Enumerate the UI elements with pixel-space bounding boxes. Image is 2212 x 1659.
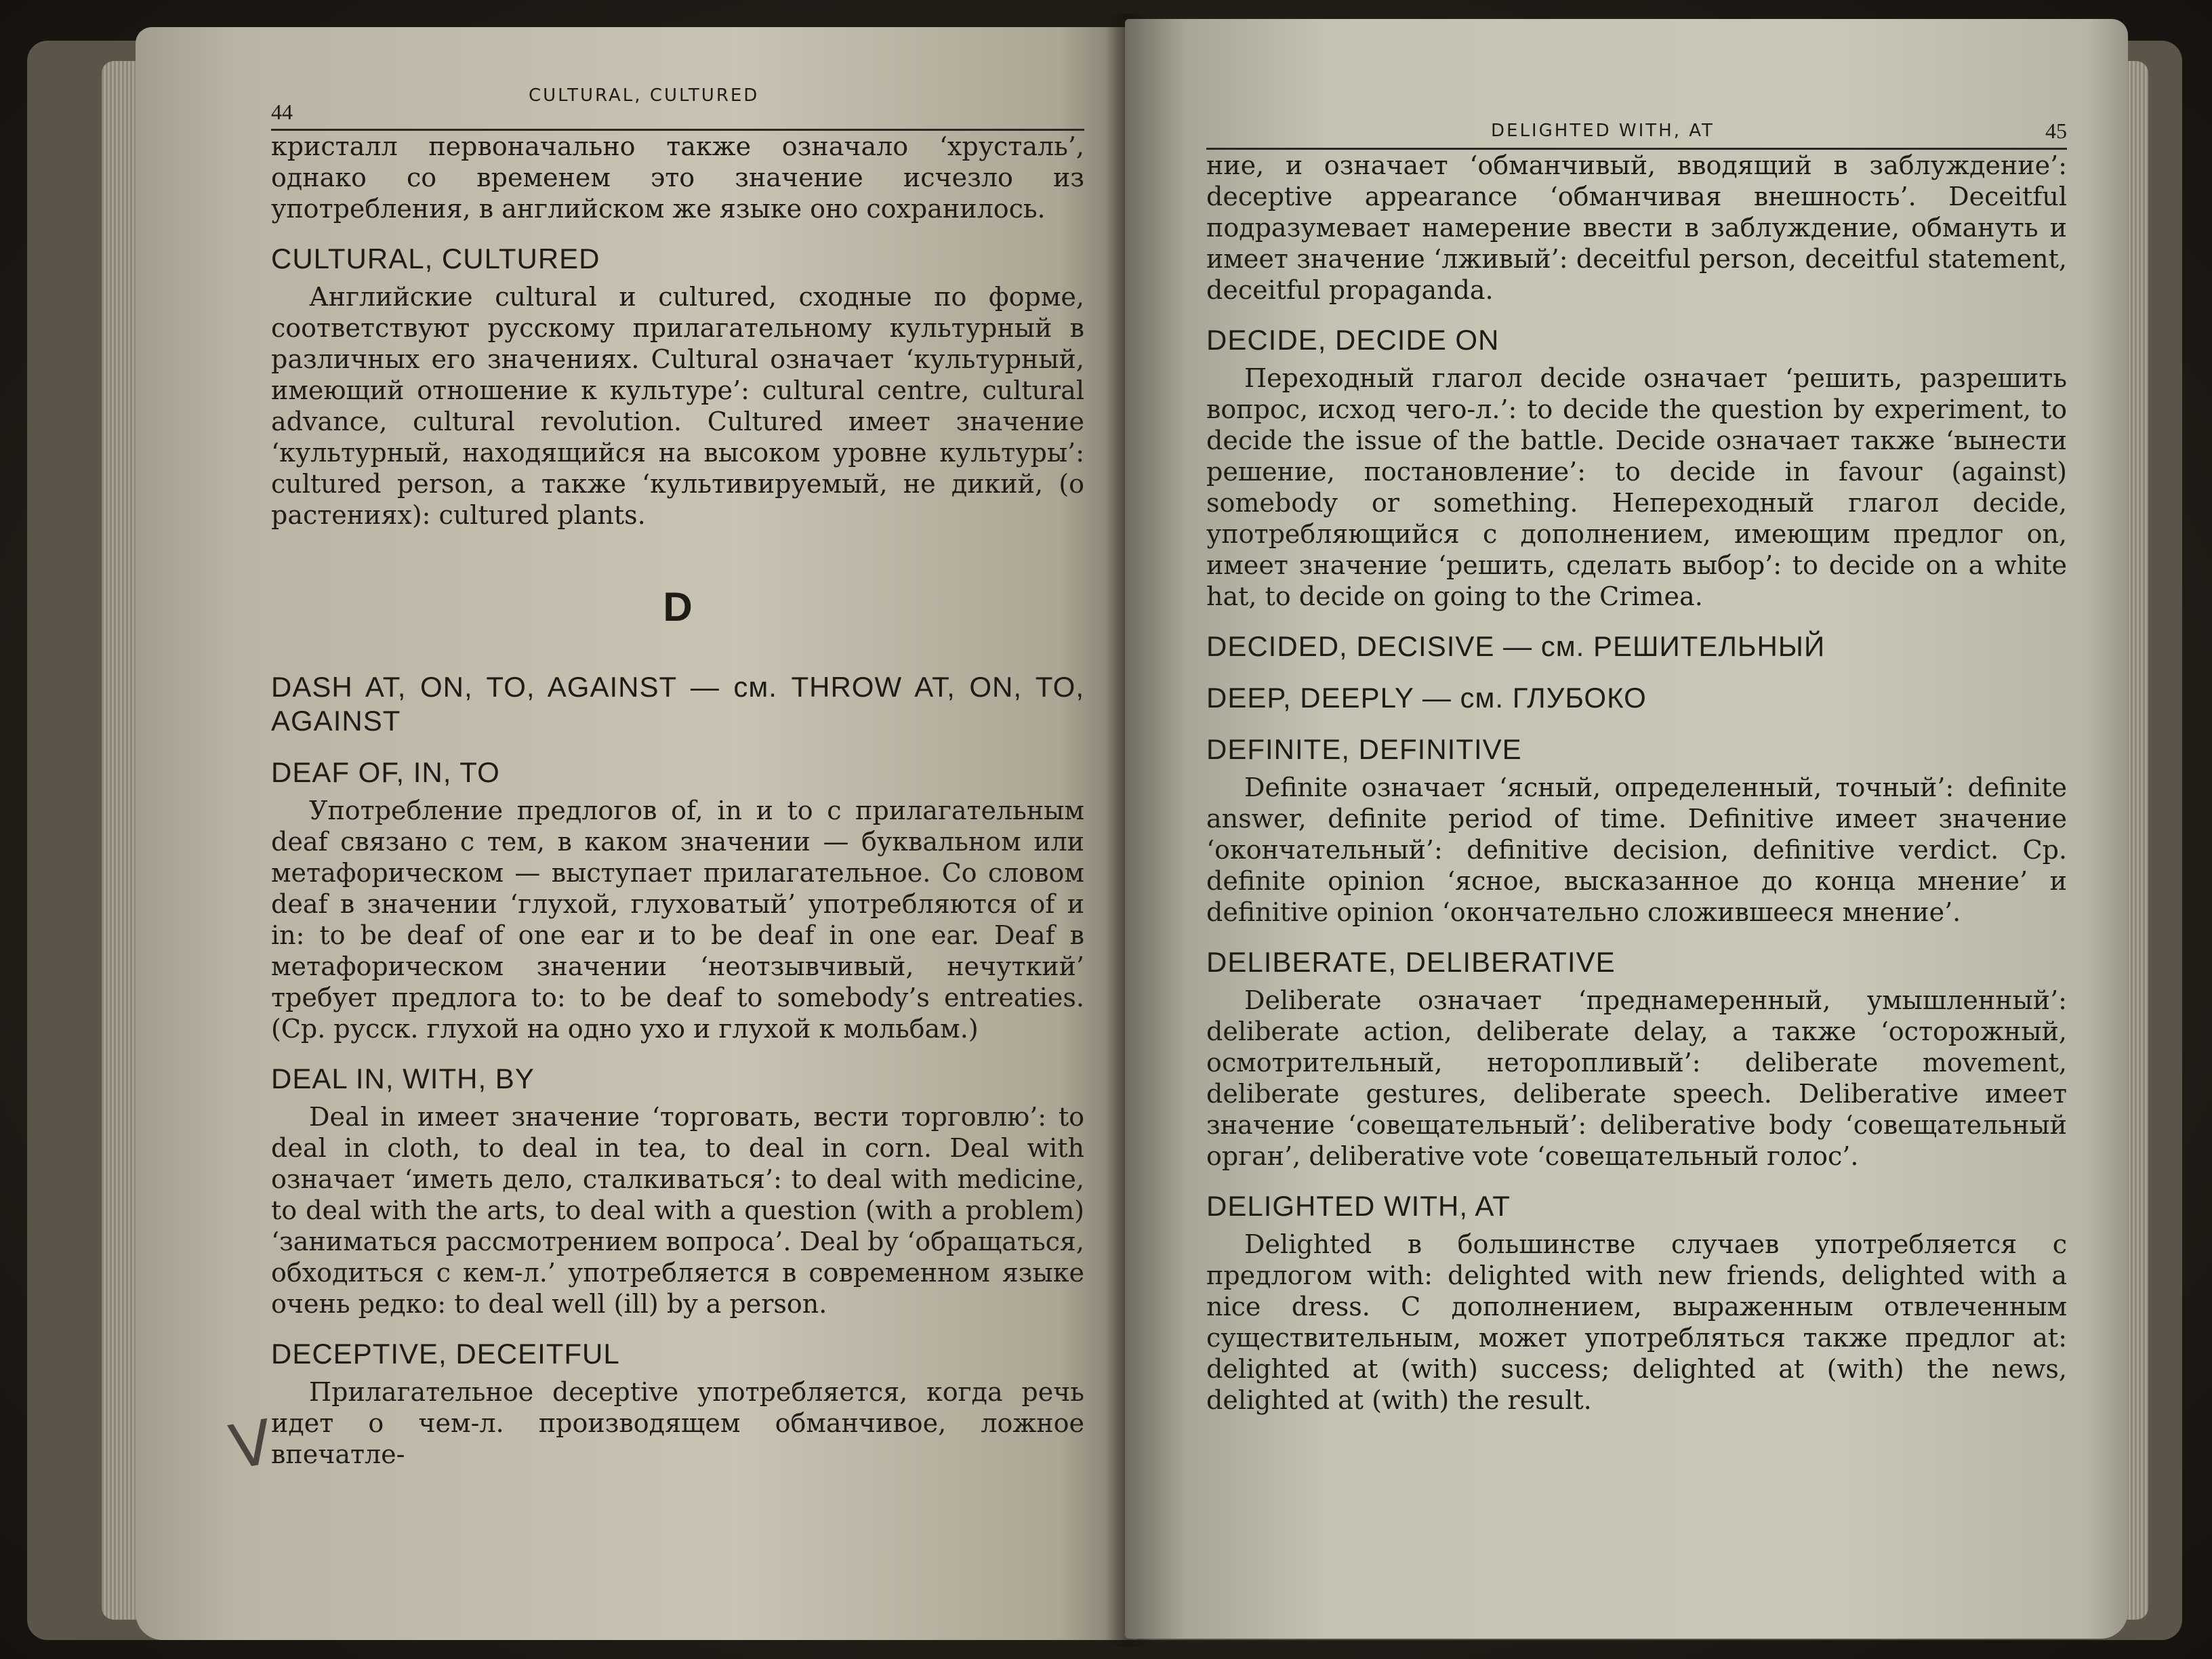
- entry-text: Definite означает ‘ясный, определенный, точный’: definite answer, definite period of time. Definitive имеет значение ‘окончательный’: definitive decision, definitive verdict. Ср. definite opinion ‘ясное, высказанное до конца мнение’ и definitive opinion ‘окончательно сложившееся мнение’.: [1206, 773, 2067, 927]
- entry-heading: DECIDE, DECIDE ON: [1206, 324, 1500, 356]
- entry-heading: DECIDED, DECISIVE — см. РЕШИТЕЛЬНЫЙ: [1206, 630, 1826, 662]
- left-page-header: [271, 75, 1084, 131]
- running-head: CULTURAL, CULTURED: [529, 85, 760, 106]
- entry-text: Delighted в большинстве случаев употребляется с предлогом with: delighted with new friends, delighted with a nice dress. С дополнением, выраженным отвлеченным существительным, может употребляться также предлог at: delighted at (with) success; delighted at (with) the news, delighted at (with) the result.: [1206, 1229, 2067, 1415]
- intro-paragraph: кристалл первоначально также означало ‘хрусталь’, однако со временем это значение исчезло из употребления, в английском же языке оно сохранилось.: [271, 131, 1084, 224]
- entry-heading: DELIBERATE, DELIBERATIVE: [1206, 946, 1616, 978]
- intro-paragraph: ние, и означает ‘обманчивый, вводящий в заблуждение’: deceptive appearance ‘обманчивая внешность’. Deceitful подразумевает намерение ввести в заблуждение, обмануть и имеет значение ‘лживый’: deceitful person, deceitful statement, deceitful propaganda.: [1206, 150, 2067, 305]
- entry-heading: DELIGHTED WITH, AT: [1206, 1190, 1511, 1222]
- left-page: [136, 27, 1139, 1640]
- left-page-body: [271, 131, 1084, 1470]
- section-letter: D: [663, 584, 693, 630]
- entry-text: Прилагательное deceptive употребляется, когда речь идет о чем-л. производящем обманчивое, ложное впечатле-: [271, 1377, 1084, 1469]
- running-head: DELIGHTED WITH, AT: [1491, 121, 1715, 141]
- page-number: 45: [2045, 119, 2067, 143]
- entry-text: Переходный глагол decide означает ‘решить, разрешить вопрос, исход чего-л.’: to decide the question by experiment, to decide the issue of the battle. Decide означает также ‘вынести решение, постановление’: to decide in favour (against) somebody or something. Непереходный глагол decide, употребляющийся с дополнением, имеющим предлог on, имеет значение ‘решить, сделать выбор’: to decide on a white hat, to decide on going to the Crimea.: [1206, 363, 2067, 611]
- entry-heading: DASH AT, ON, TO, AGAINST — см. THROW AT, ON, TO, AGAINST: [271, 671, 1084, 737]
- entry-heading: DEEP, DEEPLY — см. ГЛУБОКО: [1206, 682, 1647, 714]
- entry-text: Deliberate означает ‘преднамеренный, умышленный’: deliberate action, deliberate delay, а также ‘осторожный, осмотрительный, неторопливый’: deliberate movement, deliberate gestures, deliberate speech. Deliberative имеет значение ‘совещательный’: deliberative body ‘совещательный орган’, deliberative vote ‘совещательный голос’.: [1206, 985, 2067, 1171]
- entry-heading: CULTURAL, CULTURED: [271, 243, 600, 274]
- entry-heading: DECEPTIVE, DECEITFUL: [271, 1338, 620, 1370]
- pencil-checkmark: V: [224, 1406, 279, 1484]
- entry-text: Deal in имеет значение ‘торговать, вести торговлю’: to deal in cloth, to deal in tea, to deal in corn. Deal with означает ‘иметь дело, сталкиваться’: to deal with medicine, to deal with the arts, to deal with a question (with a problem) ‘заниматься рассмотрением вопроса’. Deal by ‘обращаться, обходиться с кем-л.’ употребляется в современном языке очень редко: to deal well (ill) by a person.: [271, 1102, 1084, 1319]
- right-page-header: [1206, 94, 2067, 150]
- entry-text: Употребление предлогов of, in и to с прилагательным deaf связано с тем, в каком значении — буквальном или метафорическом — выступает прилагательное. Со словом deaf в значении ‘глухой, глуховатый’ употребляются of и in: to be deaf of one ear и to be deaf in one ear. Deaf в метафорическом значении ‘неотзывчивый, нечуткий’ требует предлога to: to be deaf to somebody’s entreaties. (Ср. русск. глухой на одно ухо и глухой к мольбам.): [271, 796, 1084, 1044]
- entry-heading: DEAL IN, WITH, BY: [271, 1063, 535, 1094]
- right-page: [1125, 19, 2128, 1639]
- page-number: 44: [271, 100, 293, 124]
- entry-heading: DEAF OF, IN, TO: [271, 756, 500, 788]
- entry-heading: DEFINITE, DEFINITIVE: [1206, 733, 1522, 765]
- right-page-body: [1206, 150, 2067, 1416]
- entry-text: Английские cultural и cultured, сходные по форме, соответствуют русскому прилагательному культурный в различных его значениях. Cultural означает ‘культурный, имеющий отношение к культуре’: cultural centre, cultural advance, cultural revolution. Cultured имеет значение ‘культурный, находящийся на высоком уровне культуры’: cultured person, а также ‘культивируемый, не дикий, (о растениях): cultured plants.: [271, 282, 1084, 530]
